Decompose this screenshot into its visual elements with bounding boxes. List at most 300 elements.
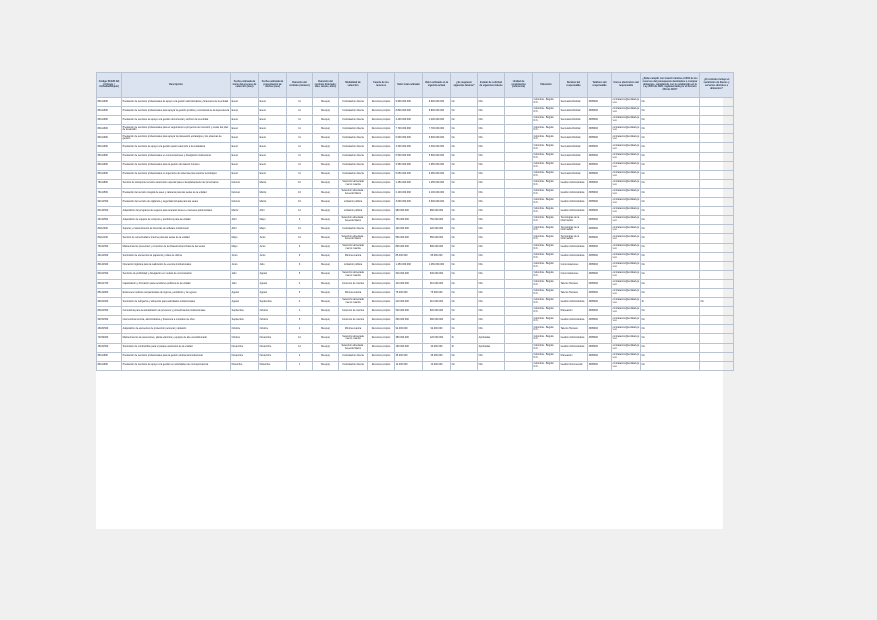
table-cell: 3 — [287, 216, 313, 225]
table-cell — [505, 98, 533, 107]
table-cell — [700, 288, 734, 297]
table-cell: No — [451, 98, 478, 107]
table-cell: 92121500 — [97, 198, 122, 207]
table-row — [97, 343, 734, 352]
table-cell: Julio — [231, 279, 259, 288]
table-cell — [505, 325, 533, 334]
table-cell: No — [641, 225, 700, 234]
table-cell — [700, 279, 734, 288]
table-cell: N/A — [478, 107, 505, 116]
table-cell — [505, 179, 533, 188]
table-cell — [700, 316, 734, 325]
table-cell — [700, 243, 734, 252]
table-cell: Gestión Documental — [560, 361, 588, 370]
table-cell: No — [641, 107, 700, 116]
table-cell: 75.000.000 — [423, 288, 451, 297]
table-cell: Contratación directa — [339, 98, 368, 107]
table-cell: contratacion@entidad.gov.co — [612, 107, 641, 116]
table-cell: No — [451, 170, 478, 179]
table-cell — [505, 270, 533, 279]
table-cell: Gestión Administrativa — [560, 207, 588, 216]
table-cell: Agosto — [259, 279, 287, 288]
table-cell: contratacion@entidad.gov.co — [612, 134, 641, 143]
table-cell: 11 — [287, 143, 313, 152]
table-cell: contratacion@entidad.gov.co — [612, 343, 641, 352]
table-cell: 4 — [287, 307, 313, 316]
table-cell: Febrero — [231, 198, 259, 207]
table-cell: No — [641, 352, 700, 361]
table-cell: contratacion@entidad.gov.co — [612, 152, 641, 161]
table-cell — [505, 152, 533, 161]
table-cell: Recursos propios — [368, 361, 395, 370]
column-header: Correo electrónico del responsable — [612, 73, 641, 98]
table-cell: Consultoría para la actualización de procesos y procedimientos institucionales — [122, 307, 231, 316]
table-cell: 35.000.000 — [423, 352, 451, 361]
column-header: Unidad de contratación (referencia) — [505, 73, 533, 98]
table-cell: Enero — [231, 170, 259, 179]
table-cell: 9.900.000.000 — [423, 98, 451, 107]
table-row — [97, 125, 734, 134]
table-cell: 6 — [287, 243, 313, 252]
table-cell: Exámenes médicos ocupacionales de ingreso, periódicos y de egreso — [122, 288, 231, 297]
table-cell: contratacion@entidad.gov.co — [612, 252, 641, 261]
table-cell: N/A — [478, 198, 505, 207]
table-cell: N/A — [478, 125, 505, 134]
table-cell: Licitación pública — [339, 261, 368, 270]
column-header: Valor estimado en la vigencia actual — [423, 73, 451, 98]
table-cell: Prestación de servicios profesionales para la gestión ambiental institucional — [122, 352, 231, 361]
table-cell: Prestación del servicio de vigilancia y seguridad privada para las sedes — [122, 198, 231, 207]
table-cell: Colombia - Bogotá D.C. — [533, 352, 560, 361]
table-cell: Recursos propios — [368, 252, 395, 261]
table-cell: 85.000.000 — [395, 252, 423, 261]
table-cell: Prestación de servicios profesionales para apoyar la gestión jurídica y contractual de la dependencia — [122, 107, 231, 116]
table-cell: Sí — [451, 334, 478, 343]
table-row — [97, 279, 734, 288]
table-cell: Recursos propios — [368, 234, 395, 243]
table-cell: Recursos propios — [368, 143, 395, 152]
table-cell: contratacion@entidad.gov.co — [612, 225, 641, 234]
table-cell — [505, 225, 533, 234]
table-cell: Abril — [231, 225, 259, 234]
table-cell: Colombia - Bogotá D.C. — [533, 325, 560, 334]
table-cell: No — [641, 188, 700, 197]
table-cell: N/A — [478, 279, 505, 288]
table-cell: Colombia - Bogotá D.C. — [533, 298, 560, 307]
table-cell: 3385000 — [588, 152, 612, 161]
table-cell — [505, 361, 533, 370]
table-cell: No — [641, 234, 700, 243]
table-cell: Enero — [231, 134, 259, 143]
table-cell: 3385000 — [588, 143, 612, 152]
table-cell: N/A — [478, 252, 505, 261]
table-cell: Colombia - Bogotá D.C. — [533, 207, 560, 216]
table-cell: Mes(es) — [313, 198, 339, 207]
table-cell: Prestación de servicios profesionales para apoyar la planeación estratégica y los sistemas de gestión — [122, 134, 231, 143]
table-cell: 310.000.000 — [395, 279, 423, 288]
table-cell: 72154000 — [97, 334, 122, 343]
header-row — [97, 73, 734, 98]
table-cell: 80111600 — [97, 125, 122, 134]
table-cell: contratacion@entidad.gov.co — [612, 161, 641, 170]
table-cell: No — [451, 252, 478, 261]
table-cell: 380.000.000 — [395, 334, 423, 343]
table-cell: 80141600 — [97, 261, 122, 270]
table-cell: No — [451, 288, 478, 297]
table-cell: 76111500 — [97, 188, 122, 197]
table-cell: No — [641, 216, 700, 225]
table-cell: contratacion@entidad.gov.co — [612, 216, 641, 225]
table-cell: 3385000 — [588, 288, 612, 297]
table-cell: N/A — [478, 98, 505, 107]
table-cell: No — [641, 325, 700, 334]
table-cell: Colombia - Bogotá D.C. — [533, 98, 560, 107]
table-row — [97, 207, 734, 216]
table-cell: Secretaría Distrital — [560, 152, 588, 161]
table-cell: 3385000 — [588, 298, 612, 307]
table-cell: 1.250.000.000 — [423, 179, 451, 188]
table-cell: Adquisición de equipos de cómputo y periféricos para la entidad — [122, 216, 231, 225]
table-cell: 3385000 — [588, 161, 612, 170]
table-cell — [700, 343, 734, 352]
table-row — [97, 107, 734, 116]
table-cell: 8.800.000.000 — [423, 107, 451, 116]
table-cell: Mes(es) — [313, 234, 339, 243]
table-cell: 80111600 — [97, 134, 122, 143]
table-cell: Selección abreviada menor cuantía — [339, 243, 368, 252]
table-cell: 7.700.000.000 — [395, 125, 423, 134]
table-cell: 12.000.000 — [423, 361, 451, 370]
table-cell: 80111600 — [97, 98, 122, 107]
table-cell: Enero — [231, 107, 259, 116]
table-cell: Suministro de combustible para el parque automotor de la entidad — [122, 343, 231, 352]
table-row — [97, 143, 734, 152]
table-cell — [505, 170, 533, 179]
table-cell: 4.400.000.000 — [423, 116, 451, 125]
table-cell — [700, 270, 734, 279]
table-cell: Concurso de méritos — [339, 279, 368, 288]
table-cell: Concurso de méritos — [339, 316, 368, 325]
table-cell: No — [451, 261, 478, 270]
table-cell: 560.000.000 — [423, 234, 451, 243]
table-row — [97, 334, 734, 343]
table-cell: Mes(es) — [313, 161, 339, 170]
table-cell — [700, 198, 734, 207]
table-cell: Enero — [259, 170, 287, 179]
table-row — [97, 179, 734, 188]
table-cell: No — [451, 198, 478, 207]
table-cell: No — [641, 116, 700, 125]
table-cell: Mes(es) — [313, 352, 339, 361]
table-cell: 92.000.000 — [423, 325, 451, 334]
table-cell: 4 — [287, 279, 313, 288]
table-cell: Recursos propios — [368, 161, 395, 170]
table-row — [97, 216, 734, 225]
table-row — [97, 170, 734, 179]
table-cell — [700, 179, 734, 188]
table-cell: Enero — [259, 161, 287, 170]
column-header: Ubicación — [533, 73, 560, 98]
table-cell: 3385000 — [588, 170, 612, 179]
table-cell: Enero — [259, 125, 287, 134]
column-header: Fecha estimada de inicio del proceso de selección (mes) — [231, 73, 259, 98]
table-cell — [505, 288, 533, 297]
table-cell: Colombia - Bogotá D.C. — [533, 198, 560, 207]
table-cell: Mantenimiento preventivo y correctivo de la infraestructura física de las sedes — [122, 243, 231, 252]
table-cell: Selección abreviada menor cuantía — [339, 179, 368, 188]
table-cell: Selección abreviada - Acuerdo Marco — [339, 188, 368, 197]
column-header: Nombre del responsable — [560, 73, 588, 98]
table-cell: contratacion@entidad.gov.co — [612, 188, 641, 197]
table-cell: Servicio de transporte terrestre automotor especial para el desplazamiento de funcionarios — [122, 179, 231, 188]
table-cell: Marzo — [259, 188, 287, 197]
table-cell: Colombia - Bogotá D.C. — [533, 316, 560, 325]
table-cell: Noviembre — [231, 343, 259, 352]
table-cell: 2 — [287, 352, 313, 361]
table-cell: Mes(es) — [313, 252, 339, 261]
table-cell: 980.000.000 — [395, 207, 423, 216]
table-cell: 640.000.000 — [395, 270, 423, 279]
table-row — [97, 307, 734, 316]
table-cell: 3.300.000.000 — [395, 143, 423, 152]
table-cell: Mínima cuantía — [339, 325, 368, 334]
table-cell — [505, 252, 533, 261]
table-cell: No — [451, 279, 478, 288]
table-cell: Selección abreviada - Acuerdo Marco — [339, 234, 368, 243]
table-cell: No — [451, 243, 478, 252]
table-cell: Junio — [259, 252, 287, 261]
table-cell: 1.250.000.000 — [395, 179, 423, 188]
table-cell: 80111600 — [97, 161, 122, 170]
table-cell: Suministro de elementos de papelería y útiles de oficina — [122, 252, 231, 261]
table-cell: Mayo — [259, 216, 287, 225]
table-cell: N/A — [478, 316, 505, 325]
table-cell: 3385000 — [588, 270, 612, 279]
table-cell: Enero — [231, 125, 259, 134]
table-cell: Abril — [231, 216, 259, 225]
table-cell: Recursos propios — [368, 270, 395, 279]
table-cell: 120.000.000 — [423, 334, 451, 343]
column-header: ¿El contrato incluye el suministro de bienes y servicios distintos a alimentos? — [700, 73, 734, 98]
table-cell — [700, 352, 734, 361]
table-cell — [700, 334, 734, 343]
column-header: Modalidad de selección — [339, 73, 368, 98]
table-cell: Adquisición del programa de seguros para amparar bienes e intereses patrimoniales — [122, 207, 231, 216]
table-cell: 6 — [287, 261, 313, 270]
table-cell: Mes(es) — [313, 279, 339, 288]
table-cell: Soporte y mantenimiento de licencias de software institucional — [122, 225, 231, 234]
table-cell: Recursos propios — [368, 261, 395, 270]
table-cell: contratacion@entidad.gov.co — [612, 98, 641, 107]
table-cell — [505, 207, 533, 216]
table-cell: Noviembre — [231, 352, 259, 361]
table-cell: N/A — [478, 307, 505, 316]
table-cell: Prestación de servicios profesionales para el seguimiento a proyectos de inversión y metas del plan de desarrollo — [122, 125, 231, 134]
table-cell: 75.000.000 — [395, 288, 423, 297]
table-cell: Marzo — [231, 207, 259, 216]
table-cell: Colombia - Bogotá D.C. — [533, 216, 560, 225]
table-cell: Prestación de servicios profesionales para la gestión del talento humano — [122, 161, 231, 170]
table-cell — [505, 279, 533, 288]
table-cell: Enero — [259, 143, 287, 152]
table-cell: Comunicaciones — [560, 261, 588, 270]
table-cell: Mes(es) — [313, 325, 339, 334]
table-cell: 890.000.000 — [395, 243, 423, 252]
table-cell: Talento Humano — [560, 279, 588, 288]
table-row — [97, 98, 734, 107]
table-cell: Contratación directa — [339, 161, 368, 170]
table-cell: 80111600 — [97, 116, 122, 125]
table-cell: Marzo — [259, 198, 287, 207]
table-cell: N/A — [478, 143, 505, 152]
table-cell: Colombia - Bogotá D.C. — [533, 279, 560, 288]
table-cell: Colombia - Bogotá D.C. — [533, 252, 560, 261]
table-cell: Junio — [259, 243, 287, 252]
table-cell: Concurso de méritos — [339, 307, 368, 316]
table-cell — [505, 188, 533, 197]
table-cell: Prestación de servicios profesionales en ingeniería de sistemas para soporte tecnológico — [122, 170, 231, 179]
table-cell: Gestión Administrativa — [560, 298, 588, 307]
table-cell: Colombia - Bogotá D.C. — [533, 343, 560, 352]
table-cell: No — [451, 270, 478, 279]
table-cell: Enero — [231, 98, 259, 107]
table-cell: Noviembre — [259, 334, 287, 343]
table-cell: Mes(es) — [313, 152, 339, 161]
table-cell: 5.500.000.000 — [395, 152, 423, 161]
table-cell: Febrero — [231, 179, 259, 188]
table-cell: 44121600 — [97, 252, 122, 261]
table-cell: Mes(es) — [313, 98, 339, 107]
table-row — [97, 261, 734, 270]
table-cell: Colombia - Bogotá D.C. — [533, 225, 560, 234]
table-cell: contratacion@entidad.gov.co — [612, 307, 641, 316]
table-row — [97, 316, 734, 325]
table-cell — [700, 152, 734, 161]
column-header: Fuente de los recursos — [368, 73, 395, 98]
table-cell: 85.000.000 — [423, 252, 451, 261]
table-cell: Recursos propios — [368, 352, 395, 361]
table-cell: Suministro de refrigerios y alimentos para actividades institucionales — [122, 298, 231, 307]
table-cell: Abril — [259, 207, 287, 216]
table-cell: Colombia - Bogotá D.C. — [533, 107, 560, 116]
table-cell: contratacion@entidad.gov.co — [612, 279, 641, 288]
table-cell: 6.050.000.000 — [395, 170, 423, 179]
table-cell: N/A — [478, 325, 505, 334]
table-cell — [505, 316, 533, 325]
table-cell: Secretaría Distrital — [560, 107, 588, 116]
table-cell — [700, 116, 734, 125]
table-cell — [505, 234, 533, 243]
table-cell: Adquisición de elementos de protección personal y dotación — [122, 325, 231, 334]
table-cell: 5 — [287, 288, 313, 297]
table-cell: N/A — [478, 170, 505, 179]
table-cell: 92.000.000 — [395, 325, 423, 334]
table-cell: Contratación directa — [339, 152, 368, 161]
table-row — [97, 116, 734, 125]
table-cell: Mantenimiento de ascensores, planta eléctrica y equipos de aire acondicionado — [122, 334, 231, 343]
table-cell: Enero — [259, 98, 287, 107]
table-cell — [700, 170, 734, 179]
table-cell: 12 — [287, 234, 313, 243]
table-cell: 80111600 — [97, 352, 122, 361]
table-cell: No — [641, 243, 700, 252]
table-cell: Enero — [231, 152, 259, 161]
table-cell: 86101700 — [97, 279, 122, 288]
table-cell: Contratación directa — [339, 170, 368, 179]
table-cell: 11 — [287, 134, 313, 143]
table-cell — [505, 261, 533, 270]
table-cell — [505, 298, 533, 307]
table-cell: 3385000 — [588, 279, 612, 288]
table-cell: Mes(es) — [313, 243, 339, 252]
table-row — [97, 325, 734, 334]
table-cell: Colombia - Bogotá D.C. — [533, 179, 560, 188]
procurement-plan-table — [96, 72, 734, 371]
table-cell: Mes(es) — [313, 125, 339, 134]
column-header: Teléfono del responsable — [588, 73, 612, 98]
table-cell: Recursos propios — [368, 107, 395, 116]
table-cell: 12 — [287, 334, 313, 343]
table-cell: 11 — [287, 152, 313, 161]
table-cell: No — [451, 179, 478, 188]
table-cell: contratacion@entidad.gov.co — [612, 298, 641, 307]
table-cell: Gestión Administrativa — [560, 252, 588, 261]
table-cell: Recursos propios — [368, 288, 395, 297]
table-cell — [505, 352, 533, 361]
table-cell: Prestación de servicios profesionales de apoyo a la gestión administrativa y financiera de la entidad — [122, 98, 231, 107]
table-cell: Recursos propios — [368, 343, 395, 352]
table-cell: Prestación de servicios de apoyo a la gestión documental y archivo de la entidad — [122, 116, 231, 125]
table-cell: Prestación de servicios profesionales en comunicaciones y divulgación institucional — [122, 152, 231, 161]
table-cell: 12 — [287, 207, 313, 216]
table-cell: 750.000.000 — [423, 216, 451, 225]
table-cell: Mes(es) — [313, 307, 339, 316]
table-cell: Julio — [259, 261, 287, 270]
table-cell: No — [641, 343, 700, 352]
table-cell: Licitación pública — [339, 198, 368, 207]
column-header: ¿Debe cumplir con invertir mínimo el 30% de los recursos del presupuesto destinados a comprar alimentos, cumpliendo con lo establecido en la Ley 2046 de 2020, reglamentada por el Decreto 248 de 2021? — [641, 73, 700, 98]
table-row — [97, 270, 734, 279]
table-cell: contratacion@entidad.gov.co — [612, 316, 641, 325]
table-cell: No — [451, 143, 478, 152]
table-cell: 3385000 — [588, 316, 612, 325]
table-cell — [700, 252, 734, 261]
table-cell: Colombia - Bogotá D.C. — [533, 134, 560, 143]
table-cell: 3385000 — [588, 225, 612, 234]
table-cell: Aprobadas — [478, 334, 505, 343]
table-cell: Colombia - Bogotá D.C. — [533, 361, 560, 370]
table-cell: Servicios de publicidad y divulgación en medios de comunicación — [122, 270, 231, 279]
table-cell: Recursos propios — [368, 125, 395, 134]
table-cell: Secretaría Distrital — [560, 98, 588, 107]
table-cell — [700, 107, 734, 116]
table-cell: N/A — [478, 288, 505, 297]
table-header — [97, 73, 734, 98]
table-cell: Operación logística para la realización de eventos institucionales — [122, 261, 231, 270]
table-cell: N/A — [478, 216, 505, 225]
table-cell: Colombia - Bogotá D.C. — [533, 307, 560, 316]
table-cell: No — [641, 198, 700, 207]
table-cell: contratacion@entidad.gov.co — [612, 261, 641, 270]
table-cell: Enero — [259, 152, 287, 161]
table-cell: No — [641, 288, 700, 297]
table-cell: Junio — [259, 234, 287, 243]
table-cell: 4.950.000.000 — [395, 161, 423, 170]
table-cell: Mes(es) — [313, 261, 339, 270]
table-cell: Mes(es) — [313, 207, 339, 216]
table-cell — [505, 134, 533, 143]
table-cell: Mes(es) — [313, 288, 339, 297]
